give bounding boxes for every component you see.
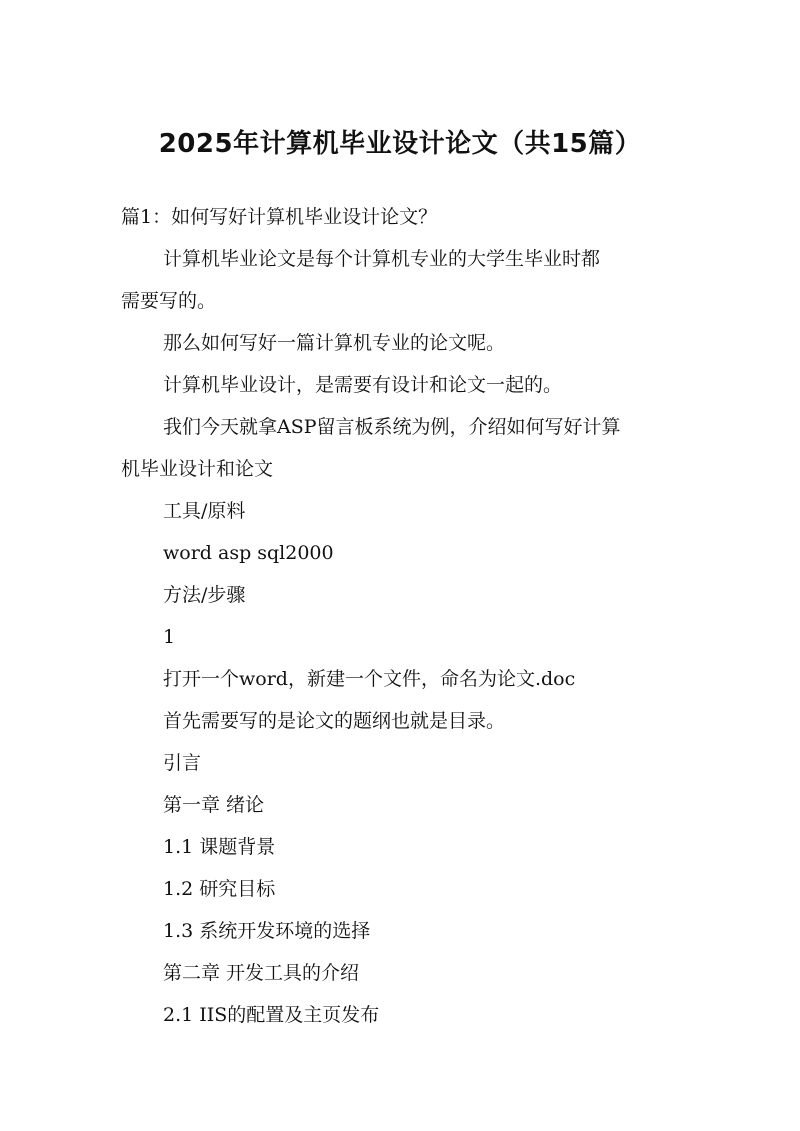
paragraph-design-note	[121, 364, 691, 406]
paragraph-line: 计算机毕业论文是每个计算机专业的大学生毕业时都	[163, 248, 601, 270]
toc-item	[121, 910, 691, 952]
paragraph-outline-note	[121, 700, 691, 742]
paragraph-line: 1.3 系统开发环境的选择	[163, 920, 371, 942]
paragraph-step-number	[121, 616, 691, 658]
toc-item	[121, 742, 691, 784]
paragraph-line: 机毕业设计和论文	[121, 458, 274, 480]
document-title: 2025年计算机毕业设计论文（共15篇）	[158, 129, 642, 159]
paragraph-tools	[121, 532, 691, 574]
paragraph-step-1	[121, 658, 691, 700]
paragraph-line: 方法/步骤	[163, 584, 246, 606]
paragraph-line: 工具/原料	[163, 500, 246, 522]
paragraph-line: 引言	[163, 752, 202, 774]
toc-item	[121, 952, 691, 994]
toc-item	[121, 784, 691, 826]
paragraph-tools-heading	[121, 490, 691, 532]
paragraph-line: 计算机毕业设计，是需要有设计和论文一起的。	[163, 374, 563, 396]
paragraph-line: 1.1 课题背景	[163, 836, 276, 858]
paragraph-line: 我们今天就拿ASP留言板系统为例，介绍如何写好计算	[163, 416, 621, 438]
paragraph-example	[121, 406, 691, 490]
paragraph-line: 第一章 绪论	[163, 794, 265, 816]
paragraph-line: 那么如何写好一篇计算机专业的论文呢。	[163, 332, 506, 354]
paragraph-line: 2.1 IIS的配置及主页发布	[163, 1004, 380, 1026]
toc-item	[121, 994, 691, 1036]
paragraph-line: 需要写的。	[121, 290, 217, 312]
paragraph-intro	[121, 238, 691, 322]
paragraph-heading-1	[121, 196, 691, 238]
paragraph-line: word asp sql2000	[163, 542, 334, 564]
paragraph-line: 第二章 开发工具的介绍	[163, 962, 360, 984]
paragraph-line: 打开一个word，新建一个文件，命名为论文.doc	[163, 668, 576, 690]
toc-item	[121, 826, 691, 868]
toc-item	[121, 868, 691, 910]
paragraph-line: 首先需要写的是论文的题纲也就是目录。	[163, 710, 506, 732]
document-body	[121, 196, 691, 1036]
paragraph-method-heading	[121, 574, 691, 616]
paragraph-line: 1.2 研究目标	[163, 878, 276, 900]
paragraph-line: 1	[163, 626, 176, 648]
paragraph-line: 篇1：如何写好计算机毕业设计论文？	[121, 206, 438, 228]
paragraph-question	[121, 322, 691, 364]
